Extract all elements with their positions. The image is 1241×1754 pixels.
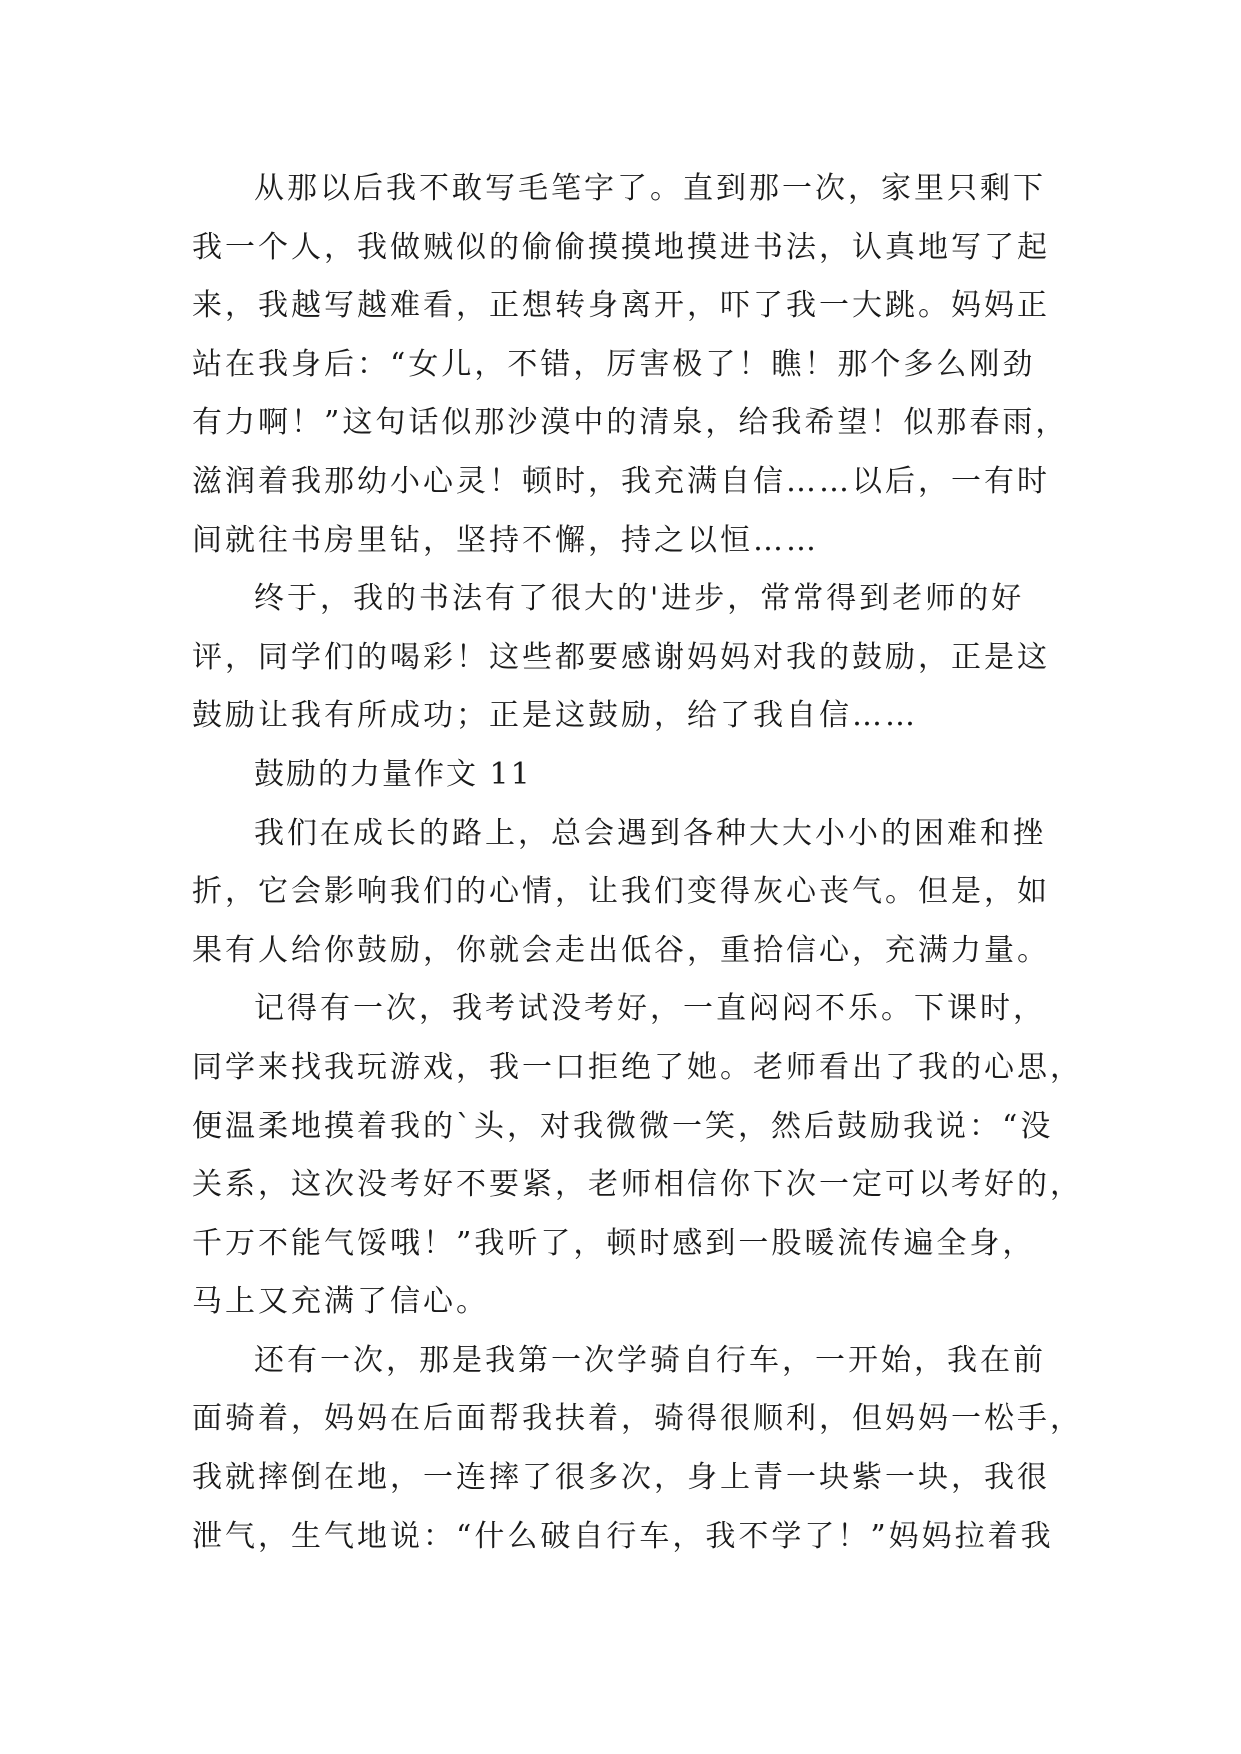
text-line: 马上又充满了信心。 xyxy=(192,1284,489,1320)
text-line: 我一个人，我做贼似的偷偷摸摸地摸进书法，认真地写了起 xyxy=(192,229,1050,265)
text-line: 我们在成长的路上，总会遇到各种大大小小的困难和挫 xyxy=(254,815,1046,851)
text-line: 评，同学们的喝彩！这些都要感谢妈妈对我的鼓励，正是这 xyxy=(192,639,1050,675)
text-line: 间就往书房里钻，坚持不懈，持之以恒…… xyxy=(192,522,819,558)
text-line: 从那以后我不敢写毛笔字了。直到那一次，家里只剩下 xyxy=(254,171,1046,206)
text-line: 同学来找我玩游戏，我一口拒绝了她。老师看出了我的心思， xyxy=(192,1049,1083,1085)
text-line: 鼓励让我有所成功；正是这鼓励，给了我自信…… xyxy=(192,698,918,734)
text-line: 果有人给你鼓励，你就会走出低谷，重拾信心，充满力量。 xyxy=(192,932,1050,968)
essay-text xyxy=(192,160,1083,1566)
text-line: 滋润着我那幼小心灵！顿时，我充满自信……以后，一有时 xyxy=(192,463,1050,499)
text-line: 还有一次，那是我第一次学骑自行车，一开始，我在前 xyxy=(254,1342,1046,1378)
text-line: 有力啊！”这句话似那沙漠中的清泉，给我希望！似那春雨， xyxy=(192,405,1069,441)
text-line: 千万不能气馁哦！”我听了，顿时感到一股暖流传遍全身， xyxy=(192,1225,1036,1261)
section-heading: 鼓励的力量作文 11 xyxy=(254,756,532,792)
text-line: 来，我越写越难看，正想转身离开，吓了我一大跳。妈妈正 xyxy=(192,288,1050,324)
text-line: 便温柔地摸着我的`头，对我微微一笑，然后鼓励我说：“没 xyxy=(192,1108,1054,1144)
text-line: 泄气，生气地说：“什么破自行车，我不学了！”妈妈拉着我 xyxy=(192,1518,1054,1554)
text-line: 面骑着，妈妈在后面帮我扶着，骑得很顺利，但妈妈一松手， xyxy=(192,1401,1083,1437)
text-line: 站在我身后：“女儿，不错，厉害极了！瞧！那个多么刚劲 xyxy=(192,346,1036,382)
text-line: 终于，我的书法有了很大的'进步，常常得到老师的好 xyxy=(254,581,1025,617)
text-line: 折，它会影响我们的心情，让我们变得灰心丧气。但是，如 xyxy=(192,874,1050,910)
text-line: 关系，这次没考好不要紧，老师相信你下次一定可以考好的， xyxy=(192,1167,1083,1203)
text-line: 记得有一次，我考试没考好，一直闷闷不乐。下课时， xyxy=(254,991,1046,1027)
text-line: 我就摔倒在地，一连摔了很多次，身上青一块紫一块，我很 xyxy=(192,1460,1050,1496)
